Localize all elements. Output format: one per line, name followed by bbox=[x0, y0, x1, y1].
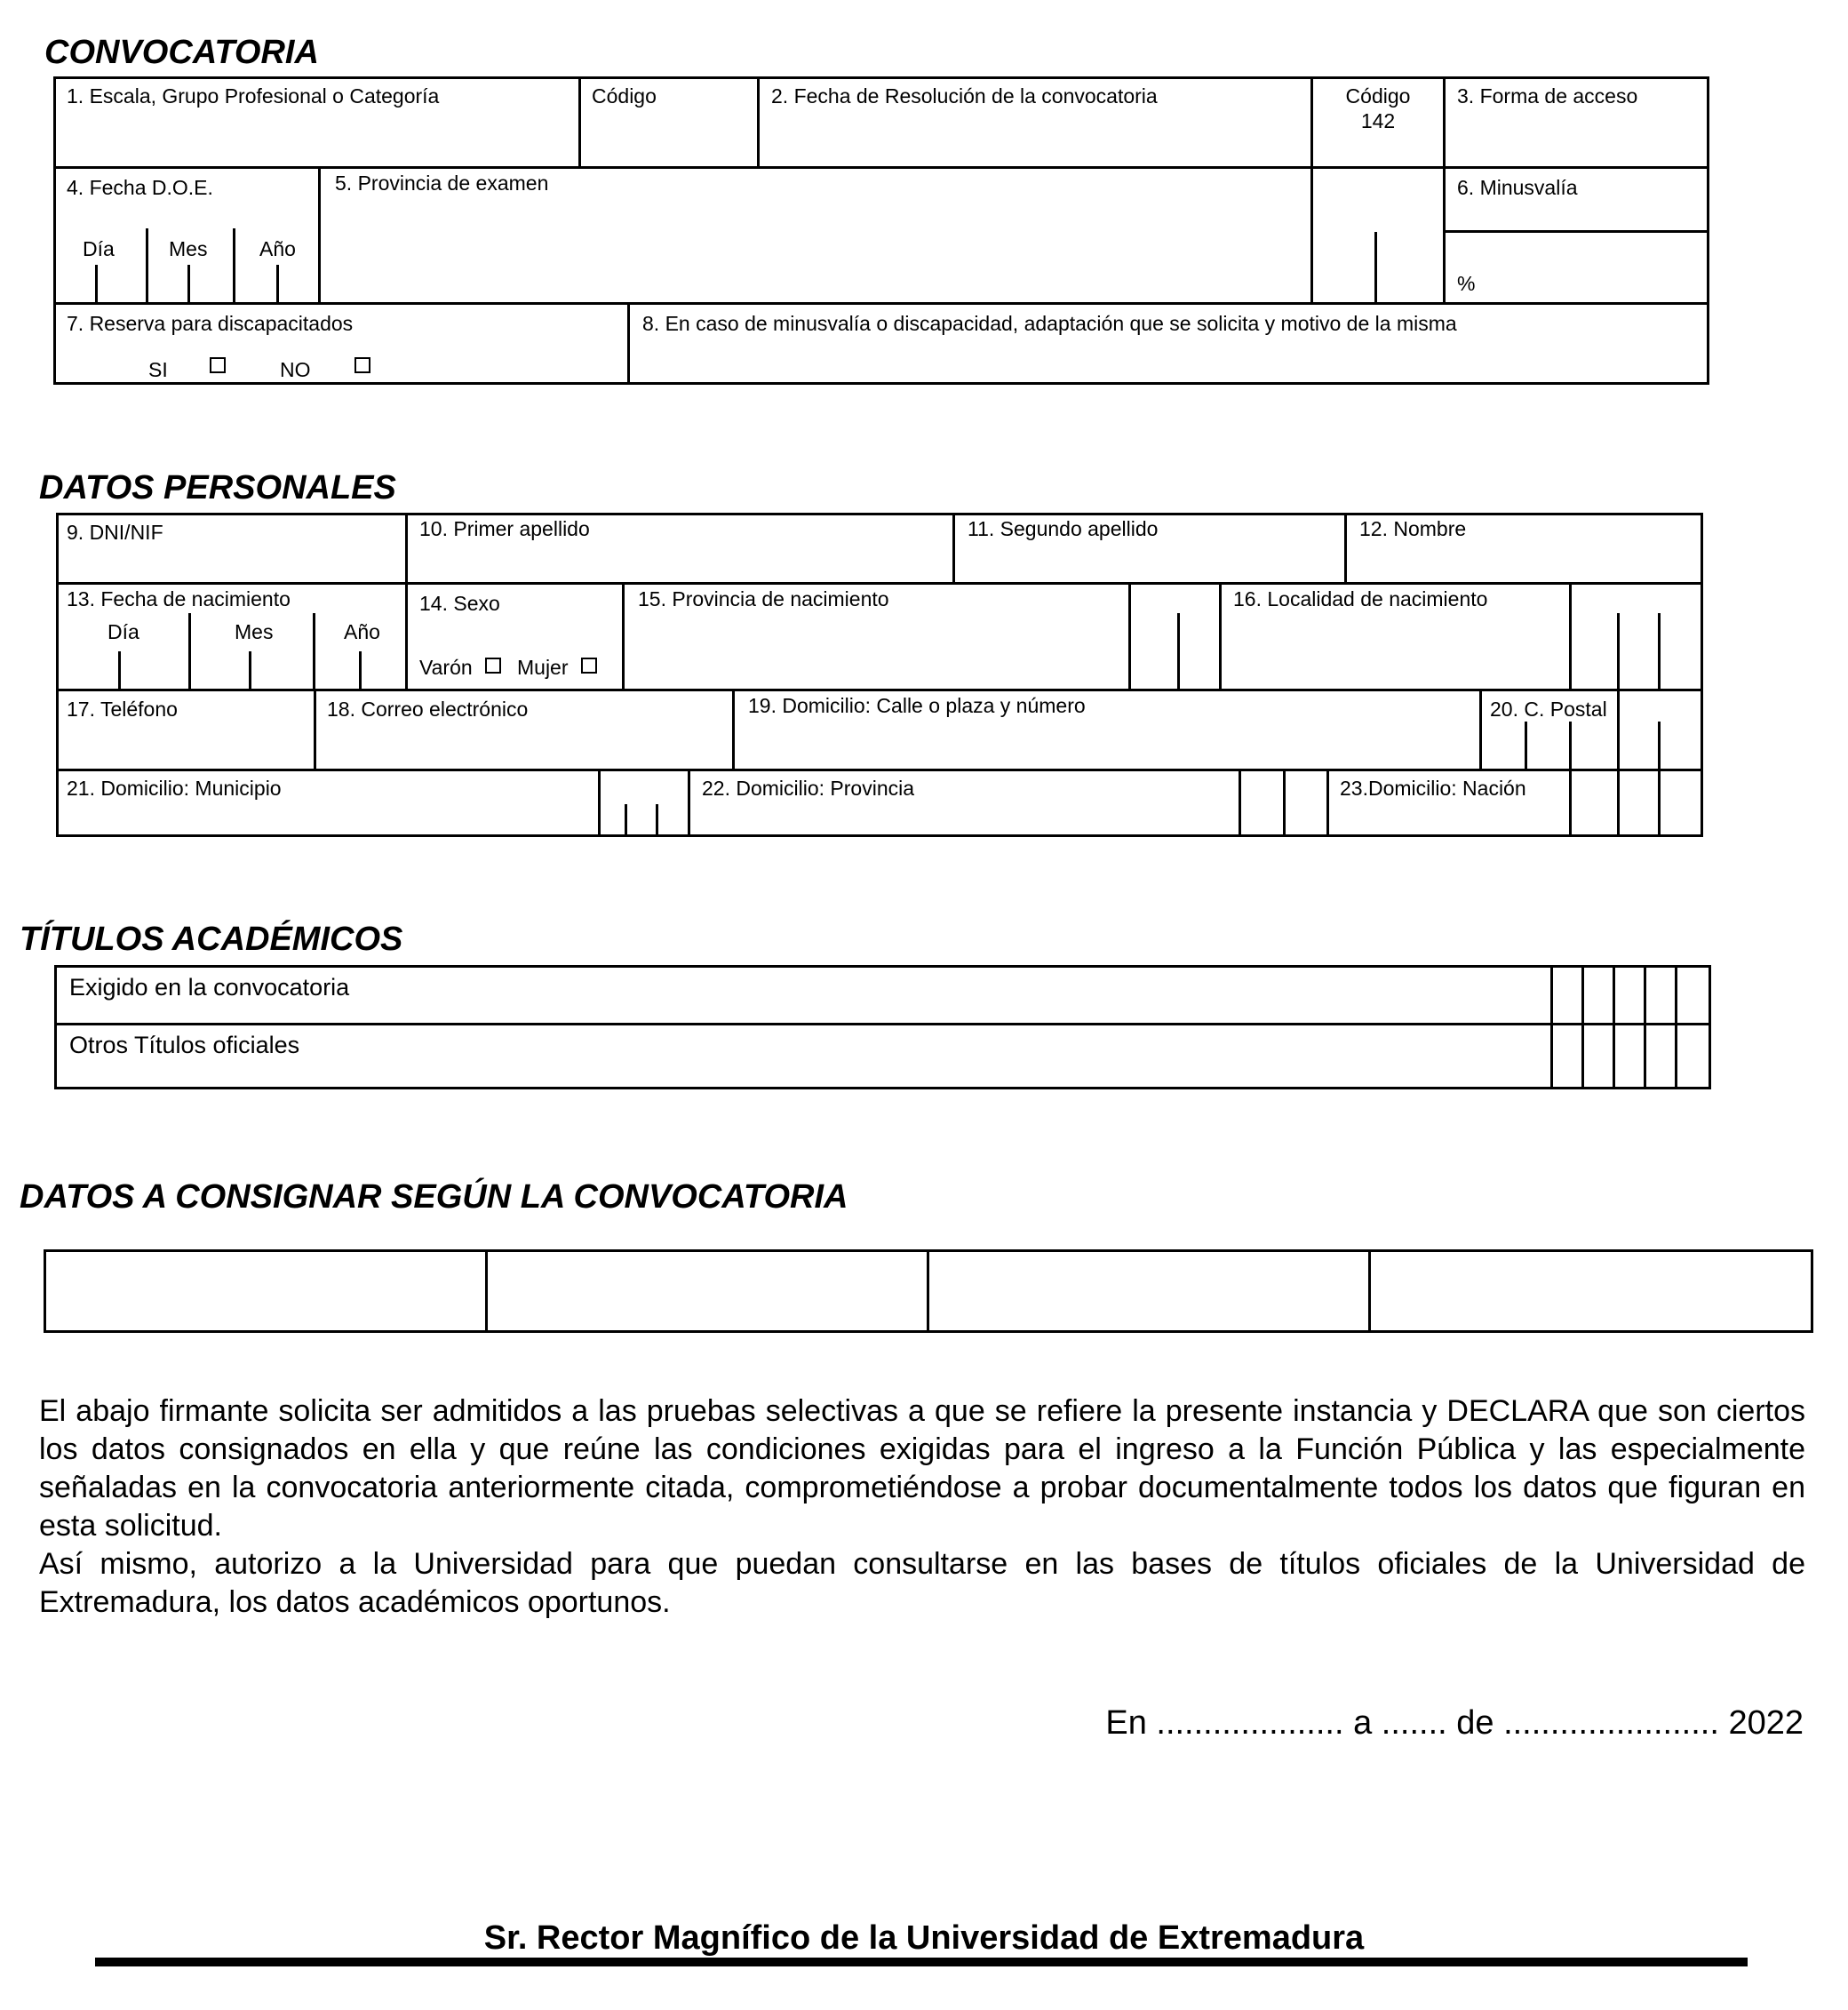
signature-date-line: En .................... a ....... de ....................... 2022 bbox=[1105, 1704, 1804, 1742]
field-domicilio-calle-label: 19. Domicilio: Calle o plaza y número bbox=[748, 694, 1086, 717]
field-reserva-label: 7. Reserva para discapacitados bbox=[67, 312, 354, 335]
consignar-field-4[interactable] bbox=[1371, 1252, 1811, 1330]
declaration-paragraph-2: Así mismo, autorizo a la Universidad para que puedan consultarse en las bases de títulos oficiales de la Universidad de Extremadura, los datos académicos oportunos. bbox=[39, 1547, 1805, 1619]
field-provincia-nacimiento-label: 15. Provincia de nacimiento bbox=[638, 587, 889, 610]
field-forma-acceso-label: 3. Forma de acceso bbox=[1457, 84, 1638, 108]
field-primer-apellido-label: 10. Primer apellido bbox=[419, 517, 590, 540]
doe-dia-label: Día bbox=[83, 237, 115, 260]
field-nacion-label: 23.Domicilio: Nación bbox=[1340, 777, 1526, 800]
addressee: Sr. Rector Magnífico de la Universidad de Extremadura bbox=[483, 1919, 1365, 1957]
field-fecha-nacimiento-label: 13. Fecha de nacimiento bbox=[67, 587, 291, 610]
field-fecha-resolucion-label: 2. Fecha de Resolución de la convocatoria bbox=[771, 84, 1158, 108]
nacimiento-dia-label: Día bbox=[108, 620, 139, 643]
field-telefono-label: 17. Teléfono bbox=[67, 698, 178, 721]
field-segundo-apellido-label: 11. Segundo apellido bbox=[968, 517, 1159, 540]
consignar-field-1[interactable] bbox=[46, 1252, 485, 1330]
field-adaptacion-label: 8. En caso de minusvalía o discapacidad, adaptación que se solicita y motivo de la misma bbox=[642, 312, 1457, 335]
sexo-mujer-label: Mujer bbox=[517, 656, 569, 679]
reserva-si-label: SI bbox=[148, 358, 168, 381]
section-heading-datos-personales: DATOS PERSONALES bbox=[39, 469, 396, 506]
sexo-varon-label: Varón bbox=[419, 656, 473, 679]
titulo-otros-label: Otros Títulos oficiales bbox=[69, 1032, 300, 1058]
field-codigo-142-label: Código bbox=[1345, 84, 1411, 108]
field-nombre-label: 12. Nombre bbox=[1359, 517, 1467, 540]
section-heading-convocatoria: CONVOCATORIA bbox=[44, 34, 319, 71]
sexo-varon-checkbox[interactable] bbox=[485, 658, 501, 674]
consignar-field-3[interactable] bbox=[929, 1252, 1368, 1330]
field-codigo-142-value: 142 bbox=[1360, 109, 1396, 132]
section-heading-consignar: DATOS A CONSIGNAR SEGÚN LA CONVOCATORIA bbox=[20, 1178, 848, 1216]
field-localidad-nacimiento-label: 16. Localidad de nacimiento bbox=[1233, 587, 1488, 610]
titulo-exigido-label: Exigido en la convocatoria bbox=[69, 974, 350, 1001]
section-heading-titulos: TÍTULOS ACADÉMICOS bbox=[20, 921, 403, 958]
field-escala-label: 1. Escala, Grupo Profesional o Categoría bbox=[67, 84, 440, 108]
reserva-no-label: NO bbox=[280, 358, 311, 381]
minusvalia-percent-label: % bbox=[1457, 272, 1476, 295]
field-codigo-label: Código bbox=[592, 84, 657, 108]
field-provincia-examen-label: 5. Provincia de examen bbox=[335, 171, 549, 195]
field-correo-label: 18. Correo electrónico bbox=[327, 698, 529, 721]
declaration-paragraph-1: El abajo firmante solicita ser admitidos a las pruebas selectivas a que se refiere la presente instancia y DECLARA que son ciertos los datos consignados en ella y que reúne las condiciones exigidas para el ingreso a la Función Pública y las especialmente señaladas en la convocatoria anteriormente citada, comprometiéndose a probar documentalmente todos los datos que figuran en esta solicitud. bbox=[39, 1394, 1805, 1543]
field-fecha-doe-label: 4. Fecha D.O.E. bbox=[67, 176, 213, 199]
field-domicilio-provincia-label: 22. Domicilio: Provincia bbox=[702, 777, 915, 800]
field-dni-label: 9. DNI/NIF bbox=[67, 521, 163, 544]
sexo-mujer-checkbox[interactable] bbox=[581, 658, 597, 674]
footer-rule bbox=[95, 1958, 1748, 1966]
field-municipio-label: 21. Domicilio: Municipio bbox=[67, 777, 282, 800]
doe-mes-label: Mes bbox=[169, 237, 208, 260]
field-minusvalia-label: 6. Minusvalía bbox=[1457, 176, 1578, 199]
reserva-no-checkbox[interactable] bbox=[354, 357, 370, 373]
nacimiento-anio-label: Año bbox=[344, 620, 380, 643]
doe-anio-label: Año bbox=[259, 237, 296, 260]
field-codigo-postal-label: 20. C. Postal bbox=[1490, 698, 1607, 721]
declaration-text bbox=[39, 1392, 1805, 1622]
field-sexo-label: 14. Sexo bbox=[419, 592, 500, 615]
nacimiento-mes-label: Mes bbox=[235, 620, 274, 643]
consignar-field-2[interactable] bbox=[488, 1252, 927, 1330]
reserva-si-checkbox[interactable] bbox=[210, 357, 226, 373]
